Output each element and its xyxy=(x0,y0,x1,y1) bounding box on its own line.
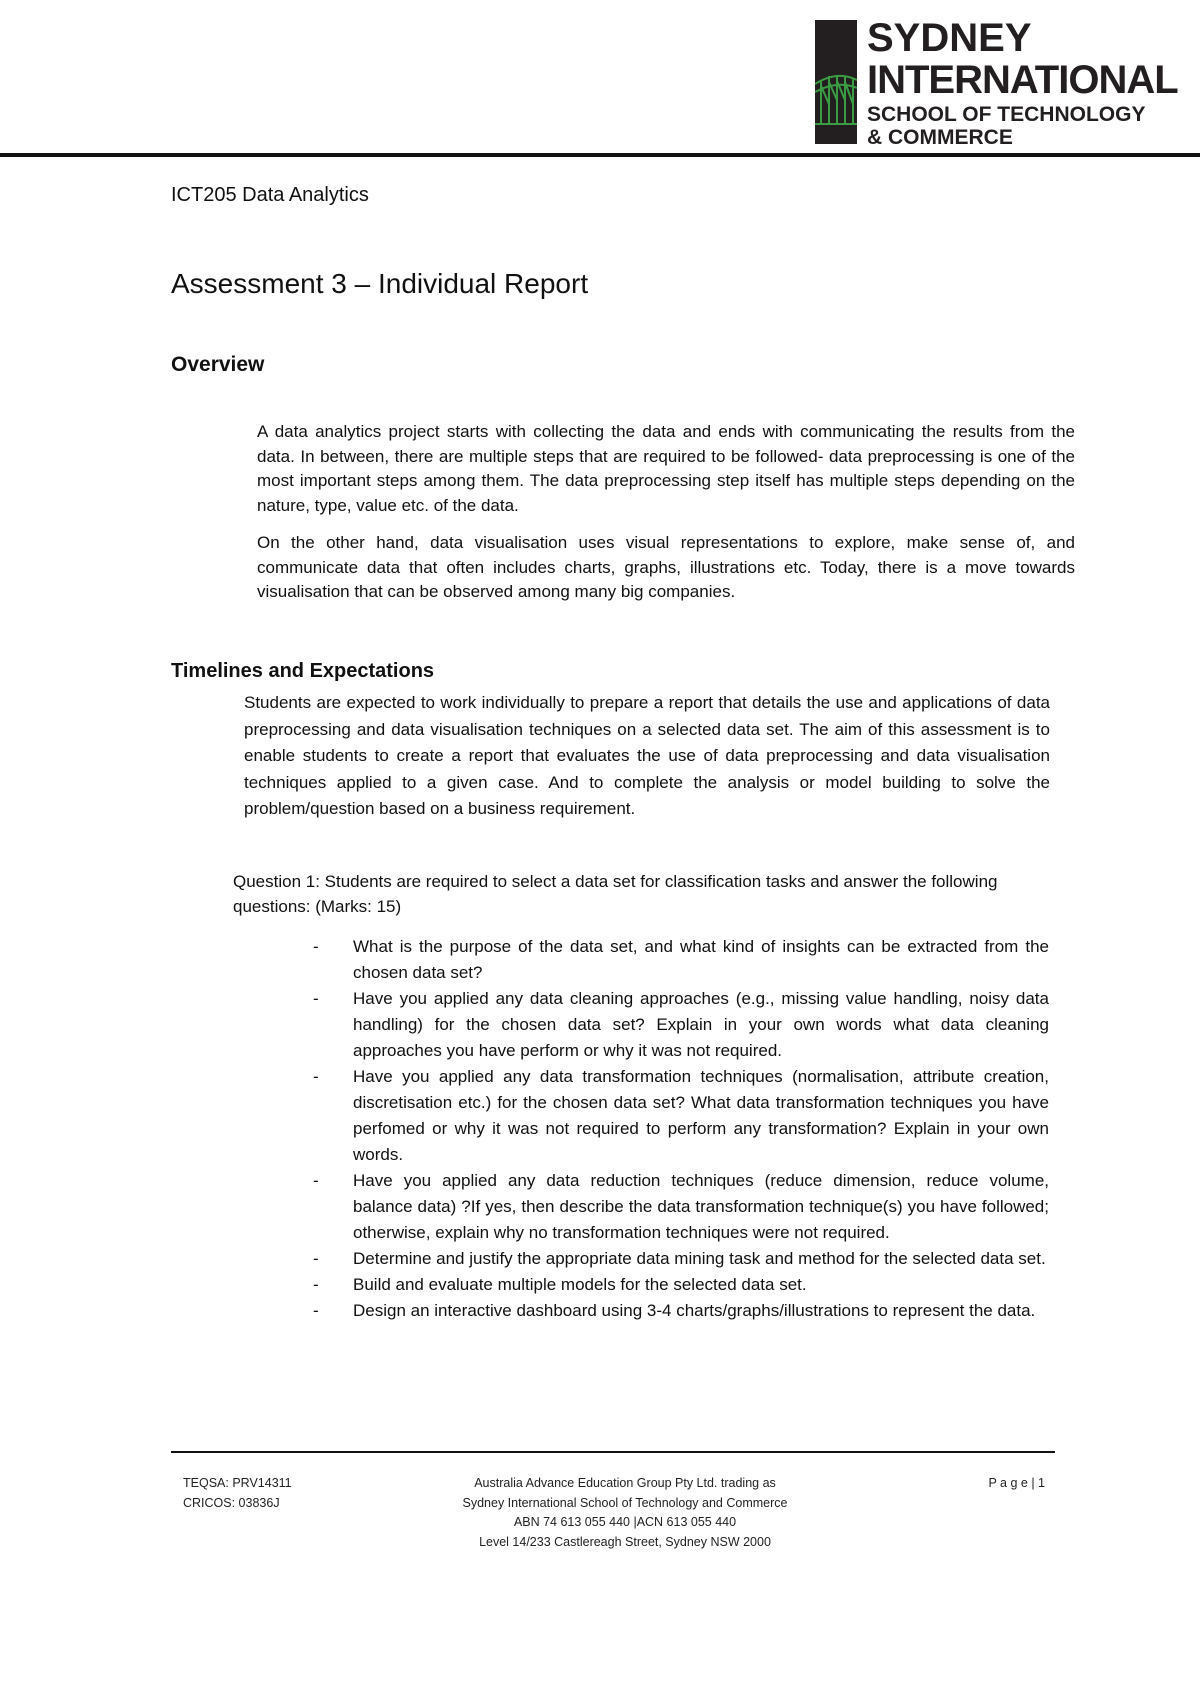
bullet-dash: - xyxy=(313,989,319,1008)
overview-paragraph-1: A data analytics project starts with collecting the data and ends with communicating the results from the data. In between, there are multiple steps that are required to be followed- data preprocessing is one of the most important steps among them. The data preprocessing step itself has multiple steps depending on the nature, type, value etc. of the data. xyxy=(257,422,1075,515)
list-item xyxy=(313,934,1049,986)
question-1-intro: Question 1: Students are required to select a data set for classification tasks and answer the following questions: (Marks: 15) xyxy=(233,872,998,916)
footer-company xyxy=(400,1474,850,1552)
bullet-dash: - xyxy=(313,937,319,956)
list-item xyxy=(313,1246,1049,1272)
list-item-text: Build and evaluate multiple models for the selected data set. xyxy=(353,1275,807,1294)
list-item xyxy=(313,1168,1049,1246)
footer-address: Level 14/233 Castlereagh Street, Sydney NSW 2000 xyxy=(479,1534,771,1549)
bullet-dash: - xyxy=(313,1067,319,1086)
question-1-list xyxy=(313,934,1049,1324)
list-item-text: Design an interactive dashboard using 3-4 charts/graphs/illustrations to represent the data. xyxy=(353,1301,1036,1320)
overview-paragraph-2: On the other hand, data visualisation uses visual representations to explore, make sense of, and communicate data that often includes charts, graphs, illustrations etc. Today, there is a move towards visualisation that can be observed among many big companies. xyxy=(257,533,1075,601)
bullet-dash: - xyxy=(313,1301,319,1320)
list-item xyxy=(313,1064,1049,1168)
overview-heading: Overview xyxy=(171,353,265,376)
harbour-bridge-icon xyxy=(815,20,857,144)
header-divider xyxy=(0,153,1200,157)
logo-line-school: SCHOOL OF TECHNOLOGY xyxy=(867,103,1146,126)
list-item-text: What is the purpose of the data set, and what kind of insights can be extracted from the chosen data set? xyxy=(353,937,1049,982)
footer-abn: ABN 74 613 055 440 |ACN 613 055 440 xyxy=(513,1515,737,1529)
footer-divider xyxy=(171,1451,1055,1453)
list-item-text: Have you applied any data transformation techniques (normalisation, attribute creation, discretisation etc.) for the chosen data set? What data transformation techniques you have perfomed or why it was not required to perform any transformation? Explain in your own words. xyxy=(353,1067,1049,1164)
page-number: P a g e | 1 xyxy=(988,1476,1045,1490)
footer-cricos: CRICOS: 03836J xyxy=(183,1495,280,1510)
footer-teqsa: TEQSA: PRV14311 xyxy=(183,1476,292,1490)
list-item xyxy=(313,986,1049,1064)
footer-company-line-2: Sydney International School of Technology and Commerce xyxy=(462,1495,788,1510)
footer-company-line-1: Australia Advance Education Group Pty Ltd. trading as xyxy=(474,1476,776,1490)
bullet-dash: - xyxy=(313,1171,319,1190)
footer-registration xyxy=(183,1474,292,1513)
list-item-text: Have you applied any data cleaning approaches (e.g., missing value handling, noisy data handling) for the chosen data set? Explain in your own words what data cleaning approaches you have perform or why it was not required. xyxy=(353,989,1049,1060)
school-logo xyxy=(815,16,1185,149)
logo-wordmark xyxy=(867,18,1178,148)
list-item xyxy=(313,1298,1049,1324)
page-title: Assessment 3 – Individual Report xyxy=(171,268,589,299)
logo-line-commerce: & COMMERCE xyxy=(867,126,1013,149)
list-item-text: Determine and justify the appropriate data mining task and method for the selected data set. xyxy=(353,1249,1046,1268)
list-item-text: Have you applied any data reduction techniques (reduce dimension, reduce volume, balance data) ?If yes, then describe the data transformation technique(s) you have followed; otherwise, explain why no transformation techniques were not required. xyxy=(353,1171,1049,1242)
logo-line-sydney: SYDNEY xyxy=(867,16,1032,60)
logo-line-international: INTERNATIONAL xyxy=(867,58,1178,102)
course-title: ICT205 Data Analytics xyxy=(171,184,369,206)
bullet-dash: - xyxy=(313,1249,319,1268)
bullet-dash: - xyxy=(313,1275,319,1294)
timelines-heading: Timelines and Expectations xyxy=(171,660,435,682)
list-item xyxy=(313,1272,1049,1298)
timelines-paragraph: Students are expected to work individually to prepare a report that details the use and applications of data preprocessing and data visualisation techniques on a selected data set. The aim of this assessment is to enable students to create a report that evaluates the use of data preprocessing and data visualisation techniques applied to a given case. And to complete the analysis or model building to solve the problem/question based on a business requirement. xyxy=(244,693,1050,818)
